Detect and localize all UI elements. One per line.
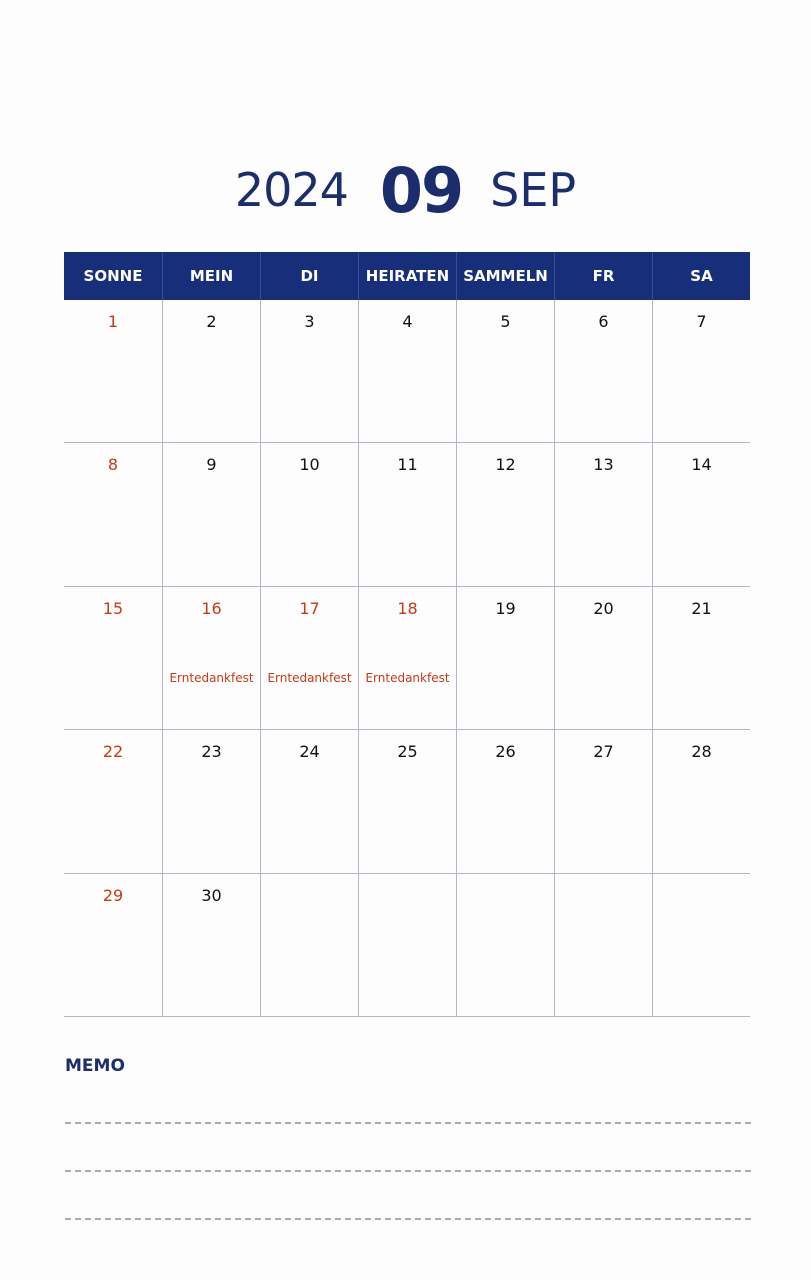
date-cell[interactable] (652, 300, 750, 443)
date-cell[interactable] (554, 874, 652, 1017)
date-cell[interactable] (162, 587, 260, 730)
date-number: 24 (299, 742, 320, 762)
date-cell[interactable] (456, 730, 554, 873)
date-number: 17 (299, 598, 320, 618)
date-number: 15 (102, 598, 124, 618)
date-cell[interactable] (456, 300, 554, 443)
memo-line (65, 1170, 751, 1172)
date-number: 13 (593, 455, 614, 475)
holiday-note: Erntedankfest (365, 670, 450, 685)
date-cell[interactable] (358, 730, 456, 873)
month-name: SEP (490, 163, 577, 217)
calendar-header (0, 150, 811, 230)
weekday-sat: SA (652, 252, 750, 300)
date-number: 12 (495, 455, 516, 475)
date-number: 8 (107, 455, 119, 475)
date-cell[interactable] (554, 587, 652, 730)
date-cell[interactable] (64, 300, 162, 443)
date-cell[interactable] (554, 443, 652, 586)
date-number: 5 (500, 312, 511, 331)
date-cell[interactable] (652, 587, 750, 730)
weekday-wed: HEIRATEN (358, 252, 456, 300)
date-number: 3 (304, 312, 315, 331)
date-number: 30 (201, 885, 222, 905)
date-cell[interactable] (652, 874, 750, 1017)
date-number: 4 (402, 312, 413, 331)
date-number: 23 (201, 742, 222, 762)
calendar (64, 252, 750, 1017)
date-number: 25 (397, 742, 418, 762)
date-number: 21 (691, 598, 712, 618)
date-number: 19 (495, 598, 516, 618)
date-cell[interactable] (652, 730, 750, 873)
date-number: 16 (201, 598, 222, 618)
date-cell[interactable] (64, 874, 162, 1017)
date-cell[interactable] (358, 587, 456, 730)
date-cell[interactable] (260, 730, 358, 873)
date-number: 1 (107, 312, 119, 331)
date-cell[interactable] (162, 730, 260, 873)
weekday-tue: DI (260, 252, 358, 300)
date-number: 26 (495, 742, 516, 762)
date-cell[interactable] (260, 443, 358, 586)
date-cell[interactable] (554, 730, 652, 873)
date-number: 22 (102, 742, 124, 762)
date-cell[interactable] (64, 443, 162, 586)
year-label: 2024 (234, 163, 348, 217)
date-number: 10 (299, 455, 320, 475)
date-cell[interactable] (162, 300, 260, 443)
date-cell[interactable] (652, 443, 750, 586)
date-number: 6 (598, 312, 609, 331)
date-number: 14 (691, 455, 712, 475)
date-number: 18 (397, 598, 418, 618)
weekday-thu: SAMMELN (456, 252, 554, 300)
date-cell[interactable] (358, 443, 456, 586)
weekday-mon: MEIN (162, 252, 260, 300)
date-cell[interactable] (456, 587, 554, 730)
date-cell[interactable] (358, 300, 456, 443)
memo-line (65, 1218, 751, 1220)
weekday-header-row (64, 252, 750, 300)
memo-label: MEMO (65, 1056, 125, 1076)
date-cell[interactable] (64, 730, 162, 873)
date-cell[interactable] (260, 300, 358, 443)
date-cell[interactable] (554, 300, 652, 443)
month-number: 09 (379, 153, 463, 227)
date-cell[interactable] (456, 874, 554, 1017)
holiday-note: Erntedankfest (267, 670, 352, 685)
date-cell[interactable] (260, 587, 358, 730)
date-number: 28 (691, 742, 712, 762)
date-number: 11 (397, 455, 418, 475)
date-number: 2 (206, 312, 217, 331)
weekday-fri: FR (554, 252, 652, 300)
date-grid (64, 300, 750, 1017)
memo-line (65, 1122, 751, 1124)
weekday-sun: SONNE (83, 267, 143, 285)
holiday-note: Erntedankfest (169, 670, 254, 685)
date-number: 9 (206, 455, 217, 475)
date-cell[interactable] (260, 874, 358, 1017)
date-number: 7 (696, 312, 707, 331)
date-cell[interactable] (162, 874, 260, 1017)
date-cell[interactable] (358, 874, 456, 1017)
date-number: 27 (593, 742, 614, 762)
date-cell[interactable] (456, 443, 554, 586)
date-cell[interactable] (64, 587, 162, 730)
date-number: 29 (102, 885, 124, 905)
date-cell[interactable] (162, 443, 260, 586)
date-number: 20 (593, 598, 614, 618)
